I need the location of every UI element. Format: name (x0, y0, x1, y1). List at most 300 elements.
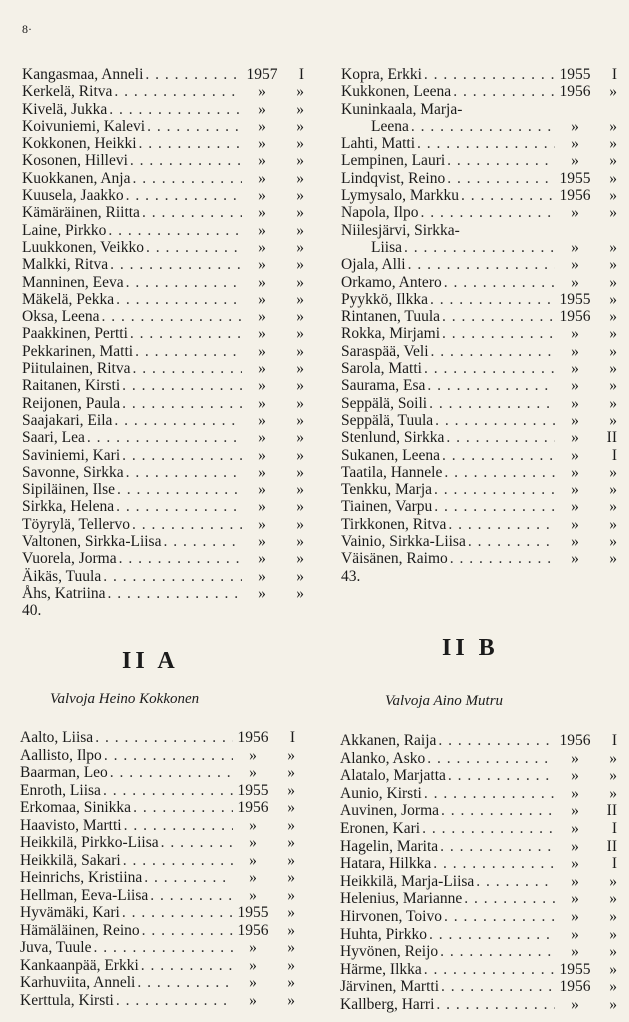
student-name: Baarman, Leo (20, 764, 108, 781)
class-list-ii-a (20, 729, 295, 1009)
list-item (341, 481, 617, 498)
student-name: Huhta, Pirkko (340, 925, 427, 943)
student-name: Raitanen, Kirsti (22, 377, 121, 395)
dot-leader (114, 498, 242, 515)
student-name: Stenlund, Sirkka (341, 429, 445, 447)
list-item (22, 447, 304, 464)
list-item (341, 222, 617, 239)
class-mark: » (287, 939, 295, 956)
dot-leader (92, 939, 234, 957)
dot-leader (427, 926, 555, 944)
birth-year: » (258, 152, 266, 170)
birth-year: » (571, 273, 579, 291)
student-name: Juva, Tuule (20, 939, 92, 956)
student-name: Åhs, Katriina (22, 584, 106, 602)
birth-year: 1955 (559, 66, 591, 83)
dot-leader (418, 204, 555, 221)
class-mark: » (609, 907, 617, 925)
list-item (22, 360, 304, 377)
list-item (22, 152, 304, 169)
list-item (22, 481, 304, 498)
student-name: Koivuniemi, Kalevi (22, 117, 146, 135)
class-mark: » (609, 204, 617, 222)
dot-leader (415, 135, 555, 152)
student-name: Lindqvist, Reino (341, 169, 446, 187)
student-name: Äikäs, Tuula (22, 567, 102, 585)
list-item (340, 890, 617, 908)
list-item (20, 764, 295, 782)
birth-year: » (258, 481, 266, 499)
class-mark: » (609, 533, 617, 551)
class-mark: » (296, 342, 304, 360)
birth-year: 1955 (237, 781, 269, 799)
class-mark: II (606, 429, 617, 447)
dot-leader (446, 516, 555, 533)
list-item (341, 239, 617, 256)
birth-year: » (249, 939, 257, 956)
class-mark: » (296, 446, 304, 464)
list-item (341, 170, 617, 187)
list-item (20, 957, 295, 975)
list-item (22, 66, 304, 83)
birth-year: » (571, 749, 579, 767)
list-item (341, 101, 617, 118)
list-item (341, 83, 617, 100)
dot-leader (422, 961, 555, 979)
list-item (341, 135, 617, 152)
student-name: Saviniemi, Kari (22, 446, 121, 464)
class-mark: I (611, 819, 617, 837)
class-mark: I (611, 446, 617, 464)
dot-leader (433, 412, 555, 429)
class-mark: » (609, 377, 617, 395)
class-mark: » (609, 290, 617, 308)
dot-leader (462, 890, 555, 908)
student-name: Lahti, Matti (341, 135, 416, 153)
birth-year: » (571, 767, 579, 785)
list-item (20, 834, 295, 852)
list-item (22, 585, 304, 602)
dot-leader (145, 118, 242, 135)
student-name: Rokka, Mirjami (341, 325, 441, 343)
class-mark: » (609, 83, 617, 101)
dot-leader (140, 922, 233, 940)
dot-leader (99, 308, 242, 325)
birth-year: 1955 (237, 904, 269, 921)
birth-year: » (571, 325, 579, 343)
birth-year: » (258, 550, 266, 568)
student-name: Saajakari, Eila (22, 411, 113, 429)
dot-leader (440, 325, 555, 342)
list-item (340, 961, 617, 979)
list-item (20, 799, 295, 817)
birth-year: » (571, 837, 579, 855)
birth-year: 1956 (237, 799, 269, 816)
student-name: Malkki, Ritva (22, 256, 109, 274)
student-name: Leena (371, 117, 409, 135)
list-item (20, 729, 295, 747)
class-mark: » (296, 481, 304, 499)
birth-year: 1956 (559, 732, 591, 749)
dot-leader (428, 291, 555, 308)
student-name: Sirkka, Helena (22, 498, 115, 516)
student-name: Heikkilä, Sakari (20, 851, 121, 869)
dot-leader (120, 377, 242, 394)
class-list-top-left (22, 66, 304, 620)
class-mark: » (609, 995, 617, 1013)
student-name: Eronen, Kari (340, 819, 421, 837)
class-mark: » (609, 394, 617, 412)
list-item (341, 325, 617, 342)
class-mark: » (609, 749, 617, 767)
dot-leader (440, 308, 555, 325)
student-name: Auvinen, Jorma (340, 802, 440, 820)
dot-leader (459, 187, 555, 204)
dot-leader (422, 360, 555, 377)
student-name: Kuninkaala, Marja- (341, 100, 463, 118)
student-name: Napola, Ilpo (341, 204, 419, 222)
class-mark: I (298, 66, 304, 83)
student-name: Heikkilä, Marja-Liisa (340, 872, 475, 890)
student-name: Hyvämäki, Kari (20, 904, 120, 921)
list-item (20, 887, 295, 905)
student-name: Vainio, Sirkka-Liisa (341, 533, 466, 551)
birth-year: » (258, 325, 266, 343)
list-item (20, 992, 295, 1010)
birth-year: » (258, 290, 266, 308)
class-mark: » (296, 256, 304, 274)
dot-leader (124, 464, 242, 481)
dot-leader (425, 377, 555, 394)
class-mark: » (609, 169, 617, 187)
student-name: Pyykkö, Ilkka (341, 290, 428, 308)
dot-leader (139, 957, 233, 975)
dot-leader (422, 785, 555, 803)
birth-year: 1956 (559, 187, 591, 205)
student-name: Hagelin, Marita (340, 837, 439, 855)
list-item (340, 785, 617, 803)
class-mark: » (609, 325, 617, 343)
list-item (341, 308, 617, 325)
class-mark: » (287, 869, 295, 886)
list-item (341, 118, 617, 135)
student-name: Valtonen, Sirkka-Liisa (22, 533, 162, 551)
list-item (22, 135, 304, 152)
student-name: Järvinen, Martti (340, 978, 440, 996)
list-item (341, 533, 617, 550)
class-mark: » (609, 342, 617, 360)
list-item (20, 974, 295, 992)
student-name: Erkomaa, Sinikka (20, 799, 132, 816)
birth-year: » (571, 360, 579, 378)
list-item (22, 429, 304, 446)
class-mark: » (296, 533, 304, 551)
dot-leader (474, 873, 555, 891)
class-mark: » (609, 498, 617, 516)
class-mark: » (609, 515, 617, 533)
class-mark: » (296, 135, 304, 153)
student-name: Tenkku, Marja (341, 481, 433, 499)
student-name: Taatila, Hannele (341, 463, 443, 481)
student-name: Heikkilä, Pirkko-Liisa (20, 834, 159, 851)
list-item (341, 377, 617, 394)
birth-year: » (571, 872, 579, 890)
class-mark: » (287, 956, 295, 974)
student-name: Heinrichs, Kristiina (20, 869, 143, 886)
class-mark: » (609, 238, 617, 256)
birth-year: » (571, 550, 579, 568)
student-name: Kosonen, Hillevi (22, 152, 128, 170)
dot-leader (439, 978, 555, 996)
student-name: Seppälä, Soili (341, 394, 428, 412)
class-mark: » (287, 991, 295, 1009)
dot-leader (436, 732, 555, 750)
dot-leader (124, 187, 242, 204)
dot-leader (107, 101, 242, 118)
class-mark: » (296, 463, 304, 481)
class-mark: » (609, 872, 617, 890)
student-name: Kangasmaa, Anneli (22, 66, 144, 83)
dot-leader (159, 834, 233, 852)
class-mark: » (296, 429, 304, 447)
list-item (22, 412, 304, 429)
list-item (22, 83, 304, 100)
dot-leader (427, 395, 555, 412)
birth-year: » (258, 273, 266, 291)
birth-year: » (258, 117, 266, 135)
dot-leader (161, 533, 242, 550)
list-item (22, 118, 304, 135)
birth-year: » (571, 533, 579, 551)
list-item (341, 66, 617, 83)
class-mark: » (609, 943, 617, 961)
birth-year: » (571, 135, 579, 153)
birth-year: » (249, 886, 257, 904)
dot-leader (444, 429, 555, 446)
class-mark: » (296, 117, 304, 135)
student-name: Liisa (371, 238, 402, 256)
dot-leader (143, 66, 242, 83)
class-mark: » (287, 781, 295, 799)
list-item (22, 170, 304, 187)
dot-leader (128, 152, 242, 169)
list-item (22, 256, 304, 273)
dot-leader (112, 412, 242, 429)
dot-leader (137, 135, 242, 152)
dot-leader (438, 838, 555, 856)
class-mark: » (296, 515, 304, 533)
dot-leader (115, 481, 242, 498)
list-item (22, 187, 304, 204)
birth-year: » (258, 308, 266, 326)
list-item (341, 464, 617, 481)
student-name: Kukkonen, Leena (341, 83, 452, 101)
birth-year: » (249, 869, 257, 886)
section-b-supervisor: Valvoja Aino Mutru (385, 693, 504, 709)
student-name: Savonne, Sirkka (22, 463, 124, 481)
birth-year: » (249, 991, 257, 1009)
student-name: Oksa, Leena (22, 308, 100, 326)
birth-year: » (258, 533, 266, 551)
list-item (340, 838, 617, 856)
dot-leader (448, 550, 555, 567)
birth-year: » (258, 360, 266, 378)
student-name: Niilesjärvi, Sirkka- (341, 221, 460, 239)
birth-year: » (258, 394, 266, 412)
birth-year: » (249, 746, 257, 764)
class-mark: » (609, 117, 617, 135)
student-name: Kivelä, Jukka (22, 100, 108, 118)
student-name: Kuusela, Jaakko (22, 187, 124, 205)
student-name: Hatara, Hilkka (340, 855, 432, 873)
list-item (341, 204, 617, 221)
list-item (22, 101, 304, 118)
list-item (22, 204, 304, 221)
birth-year: 1955 (559, 960, 591, 978)
student-name: Tiainen, Varpu (341, 498, 433, 516)
birth-year: 1955 (559, 169, 591, 187)
class-mark: » (287, 904, 295, 921)
student-name: Luukkonen, Veikko (22, 238, 144, 256)
list-item (340, 926, 617, 944)
birth-year: » (258, 446, 266, 464)
dot-leader (128, 325, 242, 342)
birth-year: » (258, 584, 266, 602)
class-mark: I (611, 855, 617, 873)
list-item (340, 908, 617, 926)
class-mark: I (611, 732, 617, 749)
dot-leader (121, 852, 233, 870)
list-item (341, 256, 617, 273)
class-mark: » (296, 152, 304, 170)
dot-leader (144, 239, 242, 256)
student-name: Manninen, Eeva (22, 273, 124, 291)
dot-leader (142, 869, 233, 887)
student-name: Piitulainen, Ritva (22, 360, 131, 378)
student-name: Saurama, Esa (341, 377, 426, 395)
birth-year: » (571, 802, 579, 820)
class-mark: » (296, 308, 304, 326)
birth-year: » (258, 187, 266, 205)
dot-leader (425, 750, 555, 768)
dot-leader (120, 395, 242, 412)
birth-year: » (571, 784, 579, 802)
birth-year: » (249, 956, 257, 974)
list-item (340, 873, 617, 891)
list-item (22, 377, 304, 394)
list-item (20, 852, 295, 870)
dot-leader (101, 782, 233, 800)
student-name: Hirvonen, Toivo (340, 907, 442, 925)
dot-leader (406, 256, 555, 273)
class-mark: » (287, 746, 295, 764)
dot-leader (409, 118, 555, 135)
student-name: Hämäläinen, Reino (20, 921, 140, 939)
student-name: Paakkinen, Pertti (22, 325, 128, 343)
class-mark: » (296, 169, 304, 187)
dot-leader (442, 274, 555, 291)
dot-leader (451, 83, 555, 100)
birth-year: » (571, 819, 579, 837)
student-name: Kopra, Erkki (341, 66, 422, 83)
dot-leader (446, 767, 555, 785)
student-name: Kokkonen, Heikki (22, 135, 137, 153)
dot-leader (466, 533, 555, 550)
birth-year: » (571, 342, 579, 360)
class-mark: » (609, 256, 617, 274)
dot-leader (108, 764, 233, 782)
list-item (341, 291, 617, 308)
birth-year: » (258, 238, 266, 256)
list-item (341, 187, 617, 204)
class-mark: II (606, 802, 617, 820)
birth-year: 1956 (237, 729, 269, 746)
class-mark: » (609, 784, 617, 802)
list-item (22, 274, 304, 291)
birth-year: 1957 (246, 66, 278, 83)
birth-year: » (258, 342, 266, 360)
class-mark: » (609, 411, 617, 429)
birth-year: » (249, 764, 257, 781)
list-item (340, 750, 617, 768)
birth-year: » (571, 855, 579, 873)
student-name: Kallberg, Harri (340, 995, 435, 1013)
dot-leader (422, 66, 555, 83)
list-item (22, 516, 304, 533)
student-name: Aalto, Liisa (20, 729, 94, 746)
dot-leader (106, 585, 242, 602)
student-name: Töyrylä, Tellervo (22, 515, 130, 533)
list-item (340, 855, 617, 873)
birth-year: 1956 (237, 921, 269, 939)
student-name: Ojala, Alli (341, 256, 406, 274)
dot-leader (133, 343, 242, 360)
section-a-heading: II A (122, 648, 179, 674)
birth-year: » (258, 204, 266, 222)
dot-leader (438, 943, 555, 961)
student-name: Sipiläinen, Ilse (22, 481, 115, 499)
birth-year: » (571, 152, 579, 170)
list-item (341, 498, 617, 515)
list-item (341, 429, 617, 446)
class-list-top-right (341, 66, 617, 585)
list-item (341, 152, 617, 169)
birth-year: » (258, 100, 266, 118)
list-item (22, 308, 304, 325)
dot-leader (112, 83, 242, 100)
list-item (340, 767, 617, 785)
birth-year: » (571, 238, 579, 256)
class-mark: » (609, 463, 617, 481)
birth-year: » (249, 851, 257, 869)
birth-year: » (571, 463, 579, 481)
class-count: 43. (341, 567, 361, 585)
class-mark: » (609, 890, 617, 908)
birth-year: » (571, 429, 579, 447)
student-name: Kerttula, Kirsti (20, 991, 114, 1009)
birth-year: » (571, 890, 579, 908)
birth-year: » (249, 834, 257, 851)
birth-year: 1955 (559, 290, 591, 308)
dot-leader (131, 799, 233, 817)
class-mark: » (296, 238, 304, 256)
student-name: Pekkarinen, Matti (22, 342, 134, 360)
list-item (340, 732, 617, 750)
birth-year: » (571, 515, 579, 533)
student-name: Lempinen, Lauri (341, 152, 446, 170)
student-name: Tirkkonen, Ritva (341, 515, 447, 533)
list-item (341, 550, 617, 567)
